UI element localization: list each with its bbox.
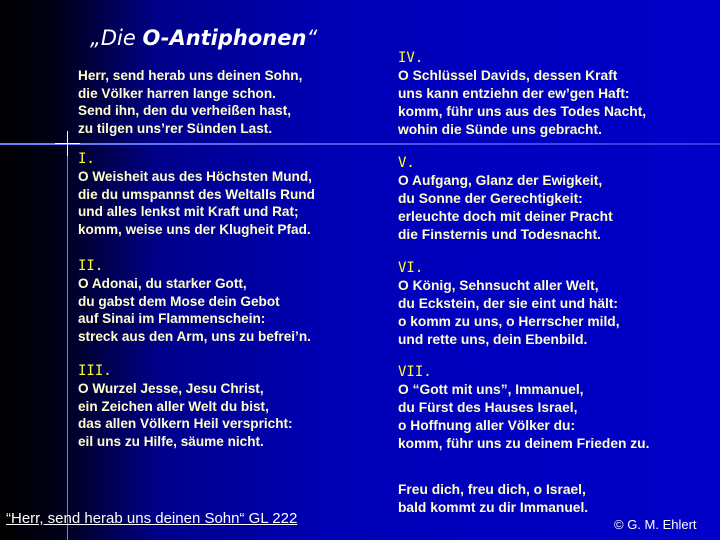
stanza-line: die Völker harren lange schon. [78, 85, 276, 101]
stanza-line: eil uns zu Hilfe, säume nicht. [78, 433, 264, 449]
stanza-line: o komm zu uns, o Herrscher mild, [398, 314, 620, 329]
intro-stanza [78, 67, 302, 137]
copyright-notice: © G. M. Ehlert [614, 517, 697, 532]
stanza-line: und rette uns, dein Ebenbild. [398, 332, 588, 347]
stanza-number: III. [78, 363, 112, 379]
stanza-3 [78, 362, 293, 450]
source-reference: “Herr, send herab uns deinen Sohn“ GL 222 [6, 510, 298, 527]
stanza-2 [78, 257, 311, 345]
stanza-6 [398, 259, 620, 349]
stanza-line: komm, führ uns aus des Todes Nacht, [398, 104, 647, 119]
stanza-1 [78, 150, 315, 238]
stanza-line: o Hoffnung aller Völker du: [398, 418, 576, 433]
closing-refrain [398, 481, 588, 516]
stanza-4 [398, 49, 646, 139]
title-prefix: „Die [90, 26, 143, 50]
stanza-number: I. [78, 151, 95, 167]
stanza-number: IV. [398, 50, 424, 66]
stanza-line: uns kann entziehn der ew’gen Haft: [398, 86, 630, 101]
title-suffix: “ [306, 26, 318, 50]
stanza-line: O König, Sehnsucht aller Welt, [398, 278, 599, 293]
stanza-line: Herr, send herab uns deinen Sohn, [78, 68, 303, 83]
stanza-line: zu tilgen uns’rer Sünden Last. [78, 120, 273, 136]
stanza-line: die du umspannst des Weltalls Rund [78, 186, 315, 202]
stanza-line: und alles lenkst mit Kraft und Rat; [78, 204, 299, 219]
stanza-line: wohin die Sünde uns gebracht. [398, 122, 602, 137]
stanza-number: VII. [398, 364, 432, 380]
stanza-line: du Sonne der Gerechtigkeit: [398, 191, 583, 206]
stanza-7 [398, 363, 649, 453]
stanza-line: komm, weise uns der Klugheit Pfad. [78, 221, 311, 237]
vertical-divider [67, 140, 68, 540]
page-title [90, 26, 317, 50]
stanza-line: auf Sinai im Flammenschein: [78, 311, 266, 326]
stanza-line: O Wurzel Jesse, Jesu Christ, [78, 381, 264, 396]
stanza-5 [398, 154, 613, 244]
stanza-line: das allen Völkern Heil verspricht: [78, 416, 293, 431]
stanza-number: VI. [398, 260, 424, 276]
stanza-line: O Adonai, du starker Gott, [78, 276, 247, 291]
stanza-line: O Aufgang, Glanz der Ewigkeit, [398, 173, 603, 188]
stanza-line: Send ihn, den du verheißen hast, [78, 103, 291, 118]
stanza-line: streck aus den Arm, uns zu befrei’n. [78, 328, 311, 344]
cross-ornament-icon [55, 131, 80, 156]
stanza-line: O “Gott mit uns”, Immanuel, [398, 382, 584, 397]
stanza-line: O Schlüssel Davids, dessen Kraft [398, 68, 618, 83]
stanza-line: komm, führ uns zu deinem Frieden zu. [398, 436, 650, 451]
stanza-line: erleuchte doch mit deiner Pracht [398, 209, 613, 224]
stanza-number: II. [78, 258, 104, 274]
refrain-line: bald kommt zu dir Immanuel. [398, 499, 589, 515]
stanza-line: du Eckstein, der sie eint und hält: [398, 296, 619, 311]
stanza-line: du gabst dem Mose dein Gebot [78, 293, 280, 309]
horizontal-divider [0, 143, 720, 145]
stanza-line: du Fürst des Hauses Israel, [398, 400, 578, 415]
stanza-line: ein Zeichen aller Welt du bist, [78, 398, 269, 414]
refrain-line: Freu dich, freu dich, o Israel, [398, 482, 586, 497]
stanza-line: O Weisheit aus des Höchsten Mund, [78, 169, 312, 184]
stanza-line: die Finsternis und Todesnacht. [398, 227, 601, 242]
title-main: O-Antiphonen [142, 26, 307, 50]
stanza-number: V. [398, 155, 415, 171]
